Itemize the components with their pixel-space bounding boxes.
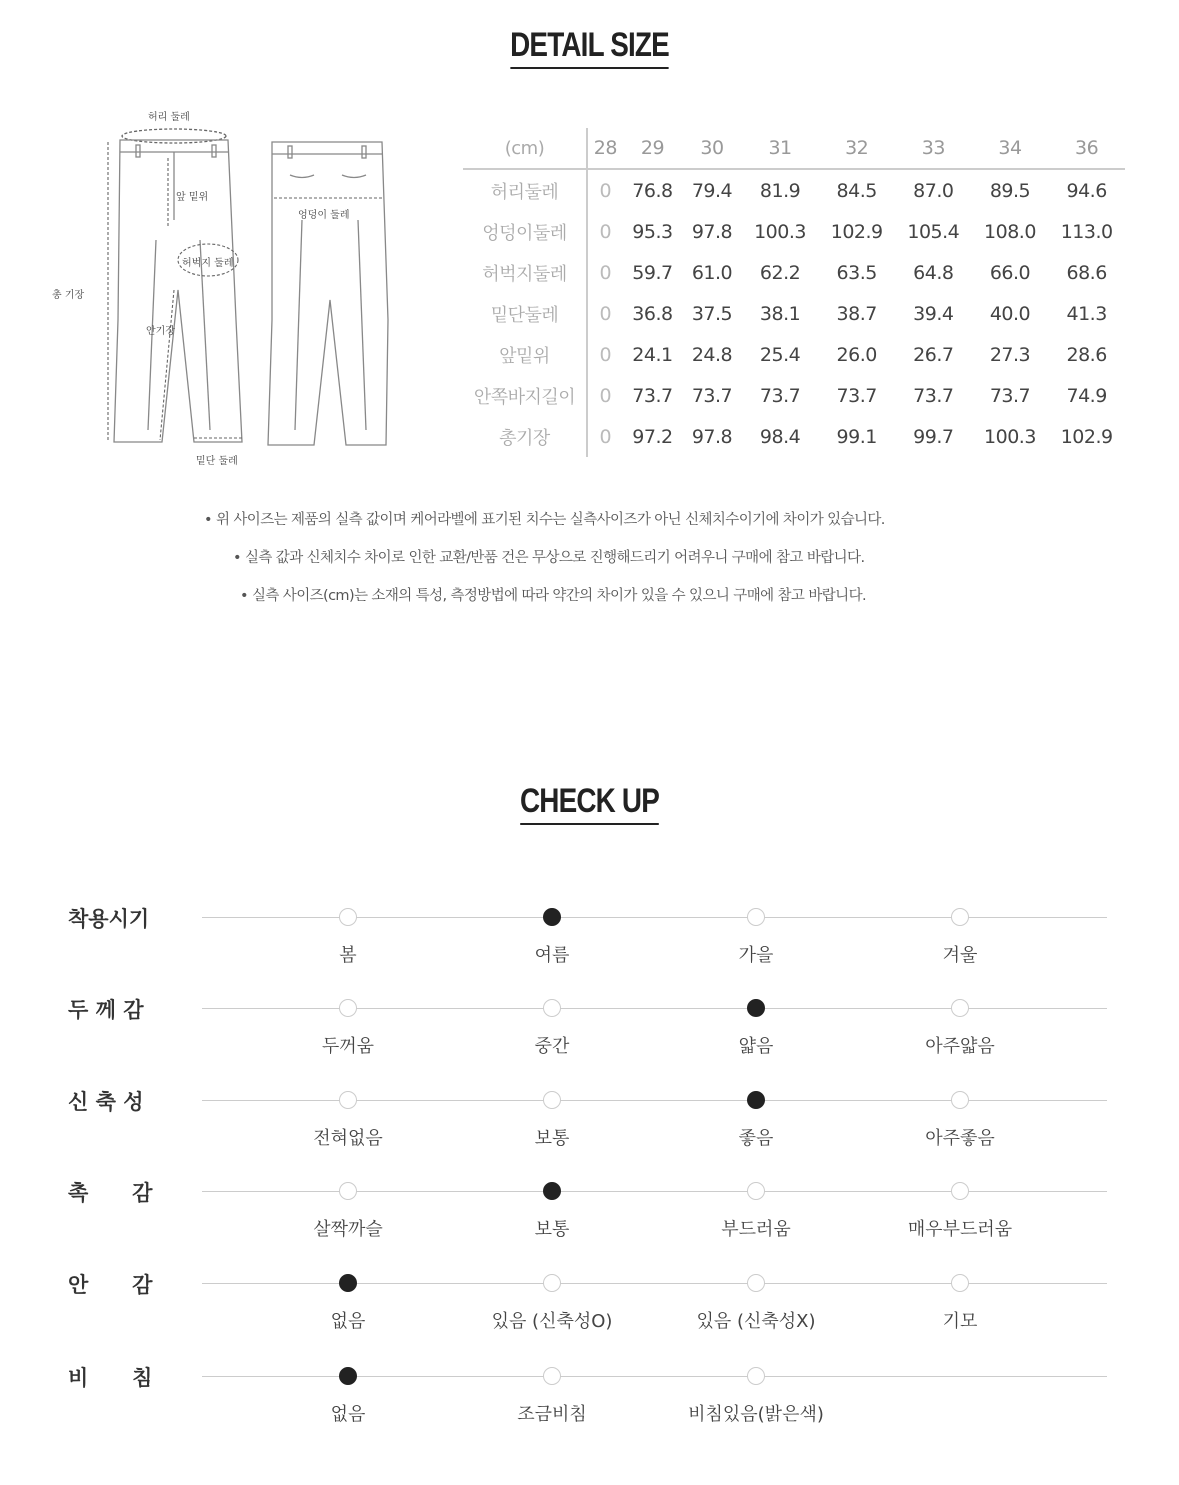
size-cell: 27.3 <box>989 343 1031 366</box>
check-up-row <box>0 998 1179 1068</box>
check-up-label: 비 침 <box>68 1366 153 1390</box>
check-up-track <box>202 1283 1107 1284</box>
detail-size-title <box>106 26 1073 69</box>
check-up-track <box>202 1100 1107 1101</box>
size-cell: 73.7 <box>836 384 877 407</box>
check-up-dot-selected <box>747 1091 765 1109</box>
size-cell: 36.8 <box>632 302 673 325</box>
check-up-dot-selected <box>543 1182 561 1200</box>
check-up-dot-selected <box>543 908 561 926</box>
size-row <box>463 169 1125 211</box>
check-up-option: 가을 <box>738 945 774 966</box>
label-front-rise: 앞 밑위 <box>176 192 209 203</box>
size-row-label: 엉덩이둘레 <box>463 211 587 252</box>
check-up-option: 아주좋음 <box>925 1128 995 1149</box>
size-row <box>463 293 1125 334</box>
size-cell: 66.0 <box>989 261 1031 284</box>
size-cell: 68.6 <box>1066 261 1107 284</box>
check-up-track <box>202 1008 1107 1009</box>
size-header: 36 <box>1048 128 1125 169</box>
size-cell: 74.9 <box>1066 384 1107 407</box>
check-up-row <box>0 1273 1179 1343</box>
size-cell: 79.4 <box>691 179 733 202</box>
check-up-option: 아주얇음 <box>925 1036 995 1057</box>
size-header: 30 <box>682 128 742 169</box>
size-cell: 64.8 <box>913 261 954 284</box>
size-cell: 38.7 <box>836 302 877 325</box>
size-cell: 97.2 <box>632 425 673 448</box>
size-cell: 73.7 <box>913 384 954 407</box>
check-up-option: 매우부드러움 <box>907 1219 1013 1240</box>
size-cell: 62.2 <box>759 261 801 284</box>
check-up-dot <box>747 908 765 926</box>
check-up-label: 촉 감 <box>68 1181 153 1205</box>
check-up-dot-selected <box>339 1274 357 1292</box>
size-cell: 0 <box>599 384 612 407</box>
pants-illustration <box>40 100 440 480</box>
label-hem: 밑단 둘레 <box>196 456 238 467</box>
detail-size-title-text: DETAIL SIZE <box>510 26 669 69</box>
check-up-option: 두꺼움 <box>321 1036 375 1057</box>
unit-header: (cm) <box>463 128 587 169</box>
check-up-option: 없음 <box>330 1311 366 1332</box>
check-up-dot <box>339 908 357 926</box>
check-up-dot <box>339 1091 357 1109</box>
size-row <box>463 416 1125 457</box>
size-cell: 73.7 <box>632 384 673 407</box>
size-cell: 100.3 <box>984 425 1036 448</box>
size-cell: 38.1 <box>759 302 801 325</box>
size-cell: 95.3 <box>632 220 673 243</box>
check-up-track <box>202 917 1107 918</box>
size-cell: 73.7 <box>691 384 733 407</box>
check-up-row <box>0 907 1179 977</box>
label-total-length: 총 기장 <box>52 290 85 301</box>
size-cell: 0 <box>599 179 612 202</box>
check-up-dot <box>951 908 969 926</box>
size-cell: 61.0 <box>691 261 733 284</box>
size-row-label: 총기장 <box>463 416 587 457</box>
note-line: • 실측 값과 신체치수 차이로 인한 교환/반품 건은 무상으로 진행해드리기 어려우니 구매에 참고 바랍니다. <box>233 550 865 566</box>
size-cell: 24.8 <box>691 343 733 366</box>
size-row-label: 허리둘레 <box>463 169 587 211</box>
check-up-option: 좋음 <box>738 1128 774 1149</box>
check-up-option: 부드러움 <box>721 1219 791 1240</box>
size-cell: 108.0 <box>984 220 1036 243</box>
check-up-option: 보통 <box>534 1128 570 1149</box>
size-cell: 97.8 <box>691 220 733 243</box>
check-up-label: 착용시기 <box>68 907 150 931</box>
check-up-option: 비침있음(밝은색) <box>688 1404 824 1425</box>
size-cell: 102.9 <box>830 220 883 243</box>
size-cell: 102.9 <box>1060 425 1113 448</box>
check-up-option: 살짝까슬 <box>313 1219 383 1240</box>
check-up-label: 안 감 <box>68 1273 153 1297</box>
check-up-option: 겨울 <box>942 945 978 966</box>
size-cell: 59.7 <box>632 261 673 284</box>
size-cell: 100.3 <box>754 220 806 243</box>
size-header: 28 <box>587 128 623 169</box>
size-row-label: 앞밑위 <box>463 334 587 375</box>
size-cell: 41.3 <box>1066 302 1107 325</box>
check-up-row <box>0 1090 1179 1160</box>
label-hip: 엉덩이 둘레 <box>298 210 350 221</box>
check-up-row <box>0 1366 1179 1436</box>
check-up-dot <box>951 1274 969 1292</box>
size-cell: 26.7 <box>913 343 954 366</box>
check-up-option: 기모 <box>942 1311 978 1332</box>
size-row <box>463 252 1125 293</box>
size-cell: 87.0 <box>913 179 954 202</box>
size-cell: 0 <box>599 425 612 448</box>
check-up-dot <box>951 1182 969 1200</box>
size-cell: 0 <box>599 302 612 325</box>
size-header: 33 <box>895 128 972 169</box>
label-inseam: 안기장 <box>146 326 175 337</box>
size-cell: 113.0 <box>1060 220 1113 243</box>
check-up-option: 여름 <box>534 945 570 966</box>
check-up-track <box>202 1376 1107 1377</box>
size-cell: 26.0 <box>836 343 877 366</box>
check-up-row <box>0 1181 1179 1251</box>
check-up-dot <box>747 1182 765 1200</box>
size-cell: 89.5 <box>989 179 1031 202</box>
size-header: 29 <box>623 128 683 169</box>
check-up-option: 있음 (신축성O) <box>491 1311 613 1332</box>
size-cell: 97.8 <box>691 425 733 448</box>
size-cell: 40.0 <box>989 302 1031 325</box>
size-header-row <box>463 128 1125 169</box>
check-up-option: 얇음 <box>738 1036 774 1057</box>
check-up-option: 보통 <box>534 1219 570 1240</box>
size-header: 34 <box>972 128 1049 169</box>
size-cell: 73.7 <box>989 384 1031 407</box>
check-up-dot <box>747 1367 765 1385</box>
size-cell: 99.7 <box>913 425 954 448</box>
size-table <box>463 128 1125 457</box>
size-cell: 105.4 <box>907 220 960 243</box>
size-cell: 94.6 <box>1066 179 1107 202</box>
check-up-dot <box>543 1091 561 1109</box>
check-up-dot <box>543 1367 561 1385</box>
check-up-dot-selected <box>339 1367 357 1385</box>
check-up-dot <box>951 1091 969 1109</box>
check-up-dot <box>339 1182 357 1200</box>
size-header: 32 <box>818 128 895 169</box>
size-table-body <box>463 169 1125 457</box>
check-up-dot <box>951 999 969 1017</box>
size-row-label: 밑단둘레 <box>463 293 587 334</box>
size-cell: 98.4 <box>759 425 801 448</box>
size-cell: 0 <box>599 220 612 243</box>
size-cell: 28.6 <box>1066 343 1107 366</box>
check-up-option: 봄 <box>339 945 357 966</box>
check-up-dot <box>543 1274 561 1292</box>
size-cell: 63.5 <box>836 261 877 284</box>
size-cell: 84.5 <box>836 179 877 202</box>
size-row <box>463 334 1125 375</box>
size-cell: 37.5 <box>691 302 733 325</box>
label-waist: 허리 둘레 <box>148 112 190 123</box>
note-line: • 실측 사이즈(cm)는 소재의 특성, 측정방법에 따라 약간의 차이가 있을 수 있으니 구매에 참고 바랍니다. <box>240 588 866 604</box>
size-header: 31 <box>742 128 819 169</box>
check-up-option: 있음 (신축성X) <box>696 1311 816 1332</box>
check-up-label: 신 축 성 <box>68 1090 144 1114</box>
size-cell: 24.1 <box>632 343 673 366</box>
check-up-label: 두 께 감 <box>68 998 144 1022</box>
size-cell: 0 <box>599 343 612 366</box>
check-up-dot <box>747 1274 765 1292</box>
size-cell: 39.4 <box>913 302 954 325</box>
size-cell: 0 <box>599 261 612 284</box>
check-up-option: 없음 <box>330 1404 366 1425</box>
check-up-dot <box>543 999 561 1017</box>
size-cell: 99.1 <box>836 425 877 448</box>
check-up-option: 조금비침 <box>517 1404 587 1425</box>
check-up-track <box>202 1191 1107 1192</box>
size-row-label: 허벅지둘레 <box>463 252 587 293</box>
size-cell: 25.4 <box>759 343 801 366</box>
size-cell: 81.9 <box>759 179 801 202</box>
size-row <box>463 375 1125 416</box>
size-cell: 73.7 <box>759 384 801 407</box>
check-up-option: 전혀없음 <box>313 1128 383 1149</box>
size-row-label: 안쪽바지길이 <box>463 375 587 416</box>
check-up-option: 중간 <box>534 1036 570 1057</box>
check-up-dot <box>339 999 357 1017</box>
size-row <box>463 211 1125 252</box>
check-up-dot-selected <box>747 999 765 1017</box>
pants-diagram <box>40 100 440 480</box>
note-line: • 위 사이즈는 제품의 실측 값이며 케어라벨에 표기된 치수는 실측사이즈가 아닌 신체치수이기에 차이가 있습니다. <box>204 512 885 528</box>
check-up-title <box>106 782 1073 825</box>
check-up-title-text: CHECK UP <box>520 782 659 825</box>
label-thigh: 허벅지 둘레 <box>182 258 234 269</box>
size-cell: 76.8 <box>632 179 673 202</box>
